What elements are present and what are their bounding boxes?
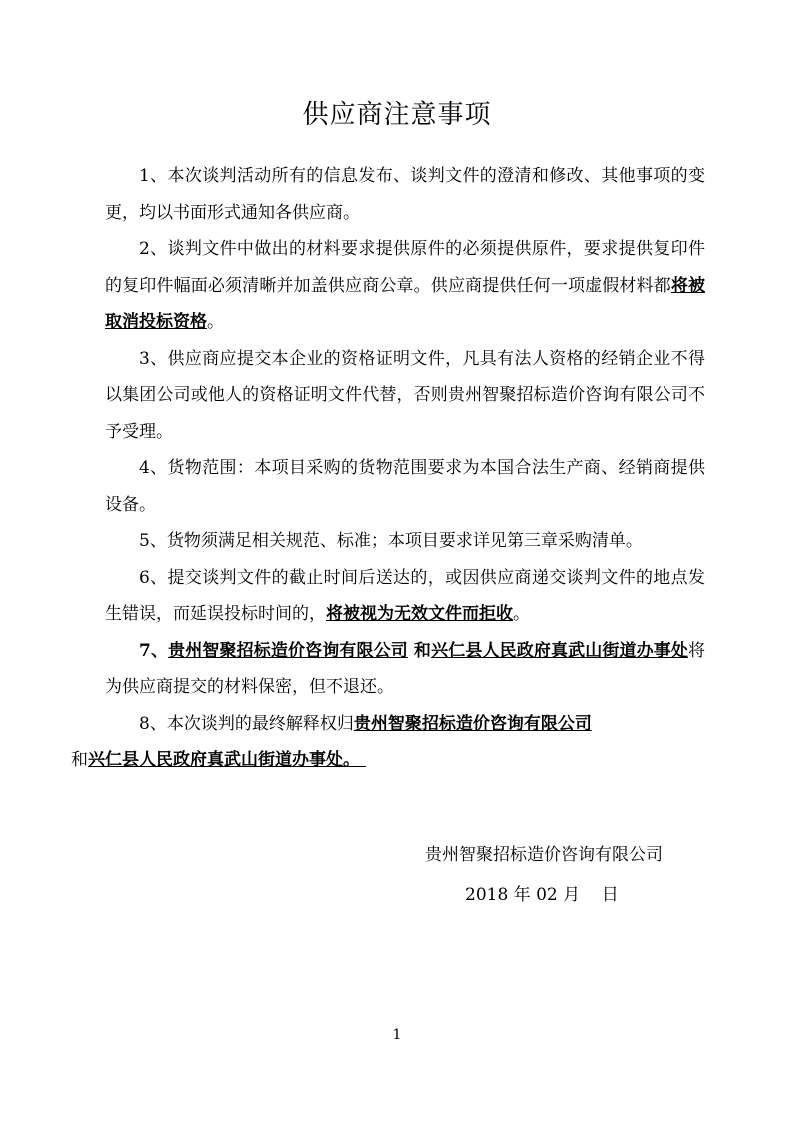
notice-item-8 — [71, 706, 705, 779]
notice-item-7-number: 7、 — [139, 640, 169, 661]
notice-item-2 — [105, 231, 705, 341]
notice-item-8-connector: 和 — [71, 750, 88, 770]
notice-item-8-org2: 兴仁县人民政府真武山街道办事处。 — [88, 750, 360, 770]
signature-company: 贵州智聚招标造价咨询有限公司 — [425, 845, 663, 865]
notice-item-2-text: 2、谈判文件中做出的材料要求提供原件的必须提供原件，要求提供复印件的复印件幅面必须清晰并加盖供应商公章。供应商提供任何一项虚假材料都 — [105, 239, 705, 296]
notice-item-7-connector: 和 — [407, 640, 432, 661]
notice-item-8-text: 8、本次谈判的最终解释权归 — [139, 713, 354, 734]
notice-item-6 — [105, 560, 705, 633]
notice-item-8-trailing-space — [360, 750, 366, 770]
notice-body — [71, 158, 706, 779]
notice-item-6-emphasis: 将被视为无效文件而拒收 — [326, 604, 513, 624]
notice-item-8-org1: 贵州智聚招标造价咨询有限公司 — [353, 713, 592, 734]
notice-item-6-text: 6、提交谈判文件的截止时间后送达的，或因供应商递交谈判文件的地点发生错误，而延误投标时间的， — [105, 567, 705, 624]
notice-item-5: 5、货物须满足相关规范、标准；本项目要求详见第三章采购清单。 — [139, 531, 643, 551]
notice-item-7 — [105, 633, 705, 706]
notice-item-2-end: 。 — [207, 312, 224, 332]
page-title: 供应商注意事项 — [302, 100, 492, 130]
notice-item-7-rest: 将为供应商提交的材料保密，但不退还。 — [105, 640, 706, 697]
notice-item-6-end: 。 — [513, 604, 530, 624]
notice-item-7-org1: 贵州智聚招标造价咨询有限公司 — [168, 640, 408, 661]
notice-item-7-org2: 兴仁县人民政府真武山街道办事处 — [431, 640, 689, 661]
notice-item-4: 4、货物范围：本项目采购的货物范围要求为本国合法生产商、经销商提供设备。 — [105, 458, 705, 515]
notice-item-1: 1、本次谈判活动所有的信息发布、谈判文件的澄清和修改、其他事项的变更，均以书面形式通知各供应商。 — [105, 166, 705, 223]
page-number: 1 — [392, 1027, 402, 1043]
notice-item-3: 3、供应商应提交本企业的资格证明文件，凡具有法人资格的经销企业不得以集团公司或他人的资格证明文件代替，否则贵州智聚招标造价咨询有限公司不予受理。 — [105, 348, 705, 442]
notice-item-2-emphasis: 将被取消投标资格 — [105, 275, 706, 332]
signature-date: 2018 年 02 月 日 — [465, 885, 619, 905]
